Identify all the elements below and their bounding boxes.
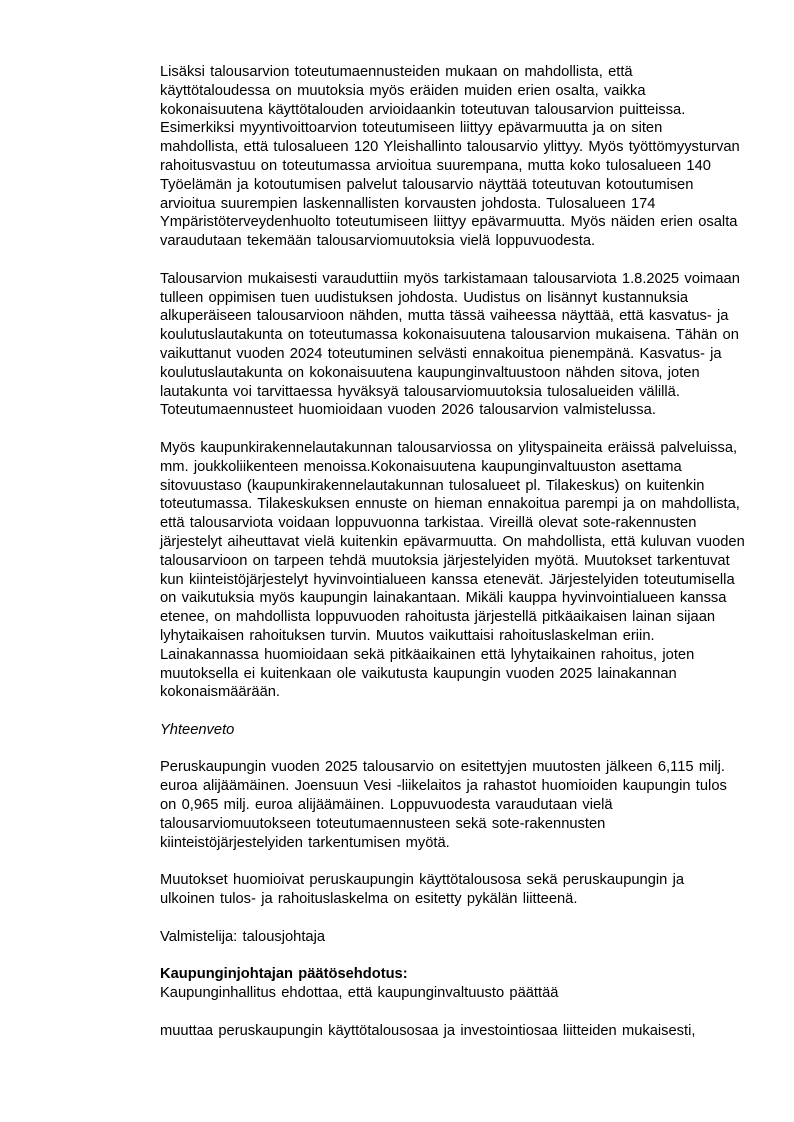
text-line: muutoksella ei kuitenkaan ole vaikutusta kaupungin vuoden 2025 lainakannan <box>160 665 677 682</box>
text-line: koulutuslautakunta on kokonaisuutena kaupunginvaltuustoon nähden sitova, joten <box>160 364 700 381</box>
text-line: Lainakannassa huomioidaan sekä pitkäaikainen että lyhytaikainen rahoitus, joten <box>160 646 695 663</box>
text-line: että talousarviota voidaan loppuvuonna tarkistaa. Vireillä olevat sote-rakennusten <box>160 515 697 532</box>
text-line: kun kiinteistöjärjestelyt hyvinvointialueen kanssa etenevät. Järjestelyiden toteutumisella <box>160 571 735 588</box>
text-line: talousarviomuutokseen toteutumaennusteen sekä sote-rakennusten <box>160 815 606 832</box>
text-line: mahdollista, että tulosalueen 120 Yleishallinto talousarvio ylittyy. Myös työttömyysturvan <box>160 139 740 156</box>
text-line: Muutokset huomioivat peruskaupungin käyttötalousosa sekä peruskaupungin ja <box>160 872 685 889</box>
text-line: lyhytaikaisen rahoituksen turvin. Muutos vaikuttaisi rahoituslaskelman eriin. <box>160 627 655 644</box>
text-line: Yhteenveto <box>160 721 235 738</box>
text-line: ulkoinen tulos- ja rahoituslaskelma on esitetty pykälän liitteenä. <box>160 891 578 908</box>
paragraph-toteutumaennusteet <box>160 63 760 251</box>
text-line: Kaupunginhallitus ehdottaa, että kaupunginvaltuusto päättää <box>160 985 559 1002</box>
text-line: Työelämän ja kotoutumisen palvelut talousarvio näyttää toteutuvan kotoutumisen <box>160 176 694 193</box>
text-line: vaikuttanut vuoden 2024 toteutuminen selvästi ennakoitua pienempänä. Kasvatus- ja <box>160 345 722 362</box>
text-line: on 0,965 milj. euroa alijäämäinen. Loppuvuodesta varaudutaan vielä <box>160 797 613 814</box>
text-line: Myös kaupunkirakennelautakunnan talousarviossa on ylityspaineita eräissä palveluissa, <box>160 439 738 456</box>
paragraph-oppimisen-tuki <box>160 270 760 420</box>
heading-paatosehdotus <box>160 965 760 984</box>
text-line: järjestelyt aiheuttavat vielä kuitenkin epävarmuutta. On mahdollista, että kuluvan vuoden <box>160 533 745 550</box>
text-line: Esimerkiksi myyntivoittoarvion toteutumiseen liittyy epävarmuutta ja on siten <box>160 120 663 137</box>
text-block <box>160 63 760 1040</box>
text-line: tulleen oppimisen tuen uudistuksen johdosta. Uudistus on lisännyt kustannuksia <box>160 289 689 306</box>
text-line: kiinteistöjärjestelyiden tarkentumisen myötä. <box>160 834 450 851</box>
text-line: Lisäksi talousarvion toteutumaennusteiden mukaan on mahdollista, että <box>160 64 633 80</box>
paragraph-kaupunkirakennelautakunta <box>160 439 760 702</box>
text-line: Valmistelija: talousjohtaja <box>160 928 326 945</box>
text-line: lautakunta voi tarvittaessa hyväksyä talousarviomuutoksia tulosalueiden välillä. <box>160 383 680 400</box>
text-line: sitovuustaso (kaupunkirakennelautakunnan tulosalueet pl. Tilakeskus) on kuitenkin <box>160 477 705 494</box>
text-line: kokonaisuutena käyttötalouden arvioidaankin toteutuvan talousarvion puitteissa. <box>160 101 686 118</box>
text-line: euroa alijäämäinen. Joensuun Vesi -liikelaitos ja rahastot huomioiden kaupungin tulos <box>160 778 727 795</box>
text-line: Peruskaupungin vuoden 2025 talousarvio on esitettyjen muutosten jälkeen 6,115 milj. <box>160 759 725 776</box>
heading-yhteenveto <box>160 721 760 740</box>
paragraph-yhteenveto-talousarvio <box>160 758 760 852</box>
paragraph-muuttaa <box>160 1022 760 1041</box>
text-line: kokonaismäärään. <box>160 684 281 701</box>
text-line: Ympäristöterveydenhuolto toteutumiseen liittyy epävarmuutta. Myös näiden erien osalta <box>160 214 738 231</box>
text-line: on vaikutuksia myös kaupungin lainakantaan. Mikäli kauppa hyvinvointialueen kanssa <box>160 590 727 607</box>
text-line: Toteutumaennusteet huomioidaan vuoden 2026 talousarvion valmistelussa. <box>160 402 656 419</box>
text-line: muuttaa peruskaupungin käyttötalousosaa ja investointiosaa liitteiden mukaisesti, <box>160 1022 696 1039</box>
text-line: varaudutaan tekemään talousarviomuutoksia vielä loppuvuodesta. <box>160 233 596 250</box>
text-line: etenee, on mahdollista loppuvuoden rahoitusta järjestellä pitkäaikaisen lainan sijaan <box>160 609 716 626</box>
text-line: koulutuslautakunta on toteutumassa kokonaisuutena talousarvion mukaisena. Tähän on <box>160 327 739 344</box>
text-line: rahoitusvastuu on toteutumassa arvioitua suurempana, mutta koko tulosalueen 140 <box>160 157 711 174</box>
text-line: käyttötaloudessa on muutoksia myös eräiden muiden erien osalta, vaikka <box>160 82 646 99</box>
text-line: toteutumassa. Tilakeskuksen ennuste on hieman ennakoitua parempi ja on mahdollista, <box>160 496 740 513</box>
text-line: alkuperäiseen talousarvioon nähden, mutta tässä vaiheessa näyttää, että kasvatus- ja <box>160 308 729 325</box>
text-line: mm. joukkoliikenteen menoissa.Kokonaisuutena kaupunginvaltuuston asettama <box>160 458 682 475</box>
text-line: Talousarvion mukaisesti varauduttiin myös tarkistamaan talousarviota 1.8.2025 voimaan <box>160 270 740 287</box>
paragraph-valmistelija <box>160 928 760 947</box>
text-line: Kaupunginjohtajan päätösehdotus: <box>160 966 408 983</box>
text-line: arvioitua suurempien laskennallisten korvausten johdosta. Tulosalueen 174 <box>160 195 656 212</box>
text-line: talousarvioon on tarpeen tehdä muutoksia järjestelyiden myötä. Muutokset tarkentuvat <box>160 552 730 569</box>
paragraph-muutokset-liitteena <box>160 871 760 909</box>
paragraph-ehdotus <box>160 984 760 1003</box>
